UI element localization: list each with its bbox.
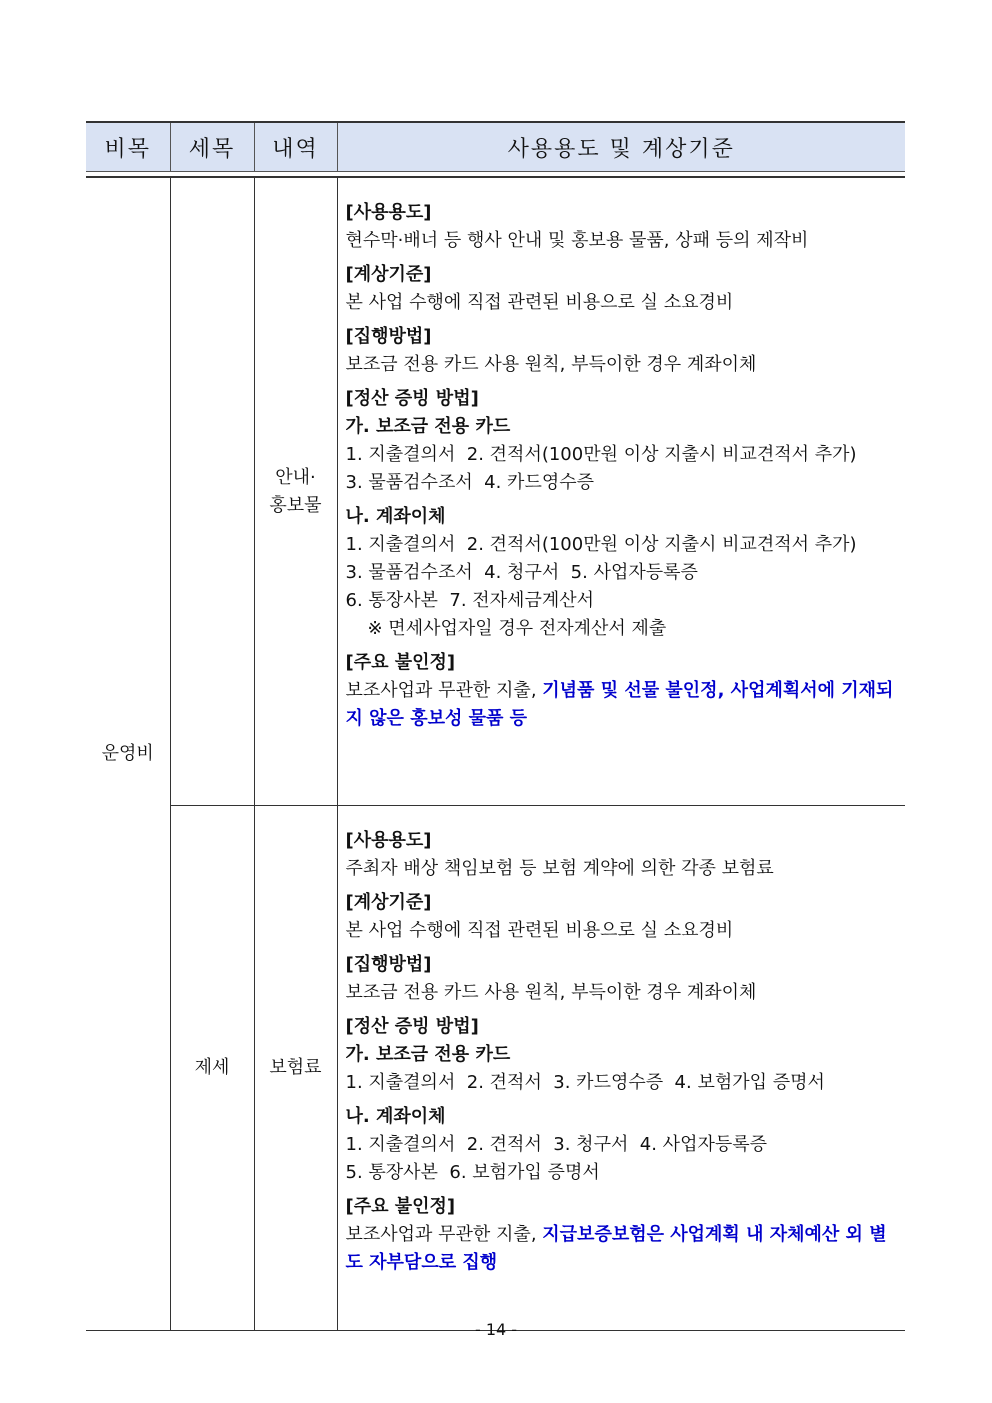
section-heading: [정산 증빙 방법] xyxy=(345,1016,479,1037)
section-paragraph xyxy=(346,1221,898,1277)
table-row xyxy=(86,806,905,1331)
section-heading: [계상기준] xyxy=(345,264,432,285)
page-number: - 14 - xyxy=(474,1320,518,1339)
header-semok: 세목 xyxy=(170,122,254,172)
header-row xyxy=(86,122,905,172)
section-line: 현수막·배너 등 행사 안내 및 홍보용 물품, 상패 등의 제작비 xyxy=(345,230,809,251)
header-naeyeok: 내역 xyxy=(254,122,337,172)
section-line: 3. 물품검수조서 4. 청구서 5. 사업자등록증 xyxy=(345,562,698,583)
desc-section xyxy=(346,827,898,883)
category-cell: 운영비 xyxy=(86,177,170,1331)
desc-section xyxy=(346,649,898,733)
section-line: 1. 지출결의서 2. 견적서(100만원 이상 지출시 비교견적서 추가) xyxy=(345,534,857,555)
description-cell xyxy=(337,806,905,1331)
subcategory-cell xyxy=(170,177,254,806)
section-subheading: 가. 보조금 전용 카드 xyxy=(345,1044,511,1065)
desc-section xyxy=(346,323,898,379)
section-subheading: 가. 보조금 전용 카드 xyxy=(345,416,511,437)
budget-table xyxy=(86,121,905,1331)
header-bimok: 비목 xyxy=(86,122,170,172)
section-heading: 나. 계좌이체 xyxy=(345,1106,446,1127)
section-line: 1. 지출결의서 2. 견적서 3. 카드영수증 4. 보험가입 증명서 xyxy=(345,1072,825,1093)
desc-section xyxy=(346,261,898,317)
section-heading: [주요 불인정] xyxy=(345,652,456,673)
desc-section xyxy=(346,889,898,945)
desc-section xyxy=(346,503,898,643)
section-heading: [사용용도] xyxy=(345,830,432,851)
section-line: 6. 통장사본 7. 전자세금계산서 xyxy=(345,590,595,611)
section-line: 1. 지출결의서 2. 견적서(100만원 이상 지출시 비교견적서 추가) xyxy=(345,444,857,465)
description-cell xyxy=(337,177,905,806)
paragraph-highlight: 지급보증보험은 사업계획 내 자체예산 외 별도 자부담으로 집행 xyxy=(345,1224,887,1273)
section-line: 본 사업 수행에 직접 관련된 비용으로 실 소요경비 xyxy=(345,292,734,313)
table-row xyxy=(86,177,905,806)
section-line: 1. 지출결의서 2. 견적서 3. 청구서 4. 사업자등록증 xyxy=(345,1134,768,1155)
subcategory-cell: 제세 xyxy=(170,806,254,1331)
paragraph-text: 보조사업과 무관한 지출, xyxy=(345,680,543,701)
desc-section xyxy=(346,385,898,497)
section-heading: [집행방법] xyxy=(345,954,432,975)
section-line: 5. 통장사본 6. 보험가입 증명서 xyxy=(345,1162,600,1183)
section-line: 보조금 전용 카드 사용 원칙, 부득이한 경우 계좌이체 xyxy=(345,354,757,375)
section-heading: [정산 증빙 방법] xyxy=(345,388,479,409)
section-line: 주최자 배상 책임보험 등 보험 계약에 의한 각종 보험료 xyxy=(345,858,774,879)
section-line: 보조금 전용 카드 사용 원칙, 부득이한 경우 계좌이체 xyxy=(345,982,757,1003)
item-cell xyxy=(254,177,337,806)
desc-section xyxy=(346,1193,898,1277)
header-usage-criteria: 사용용도 및 계상기준 xyxy=(337,122,905,172)
item-cell: 보험료 xyxy=(254,806,337,1331)
paragraph-highlight: 기념품 및 선물 불인정, 사업계획서에 기재되지 않은 홍보성 물품 등 xyxy=(345,680,894,729)
section-note: ※ 면세사업자일 경우 전자계산서 제출 xyxy=(367,618,667,639)
section-heading: [주요 불인정] xyxy=(345,1196,456,1217)
item-label: 안내· 홍보물 xyxy=(269,466,322,516)
desc-section xyxy=(346,199,898,255)
section-line: 3. 물품검수조서 4. 카드영수증 xyxy=(345,472,595,493)
paragraph-text: 보조사업과 무관한 지출, xyxy=(345,1224,543,1245)
section-heading: [계상기준] xyxy=(345,892,432,913)
section-heading: 나. 계좌이체 xyxy=(345,506,446,527)
section-heading: [사용용도] xyxy=(345,202,432,223)
desc-section xyxy=(346,951,898,1007)
section-paragraph xyxy=(346,677,898,733)
section-line: 본 사업 수행에 직접 관련된 비용으로 실 소요경비 xyxy=(345,920,734,941)
desc-section xyxy=(346,1103,898,1187)
desc-section xyxy=(346,1013,898,1097)
section-heading: [집행방법] xyxy=(345,326,432,347)
